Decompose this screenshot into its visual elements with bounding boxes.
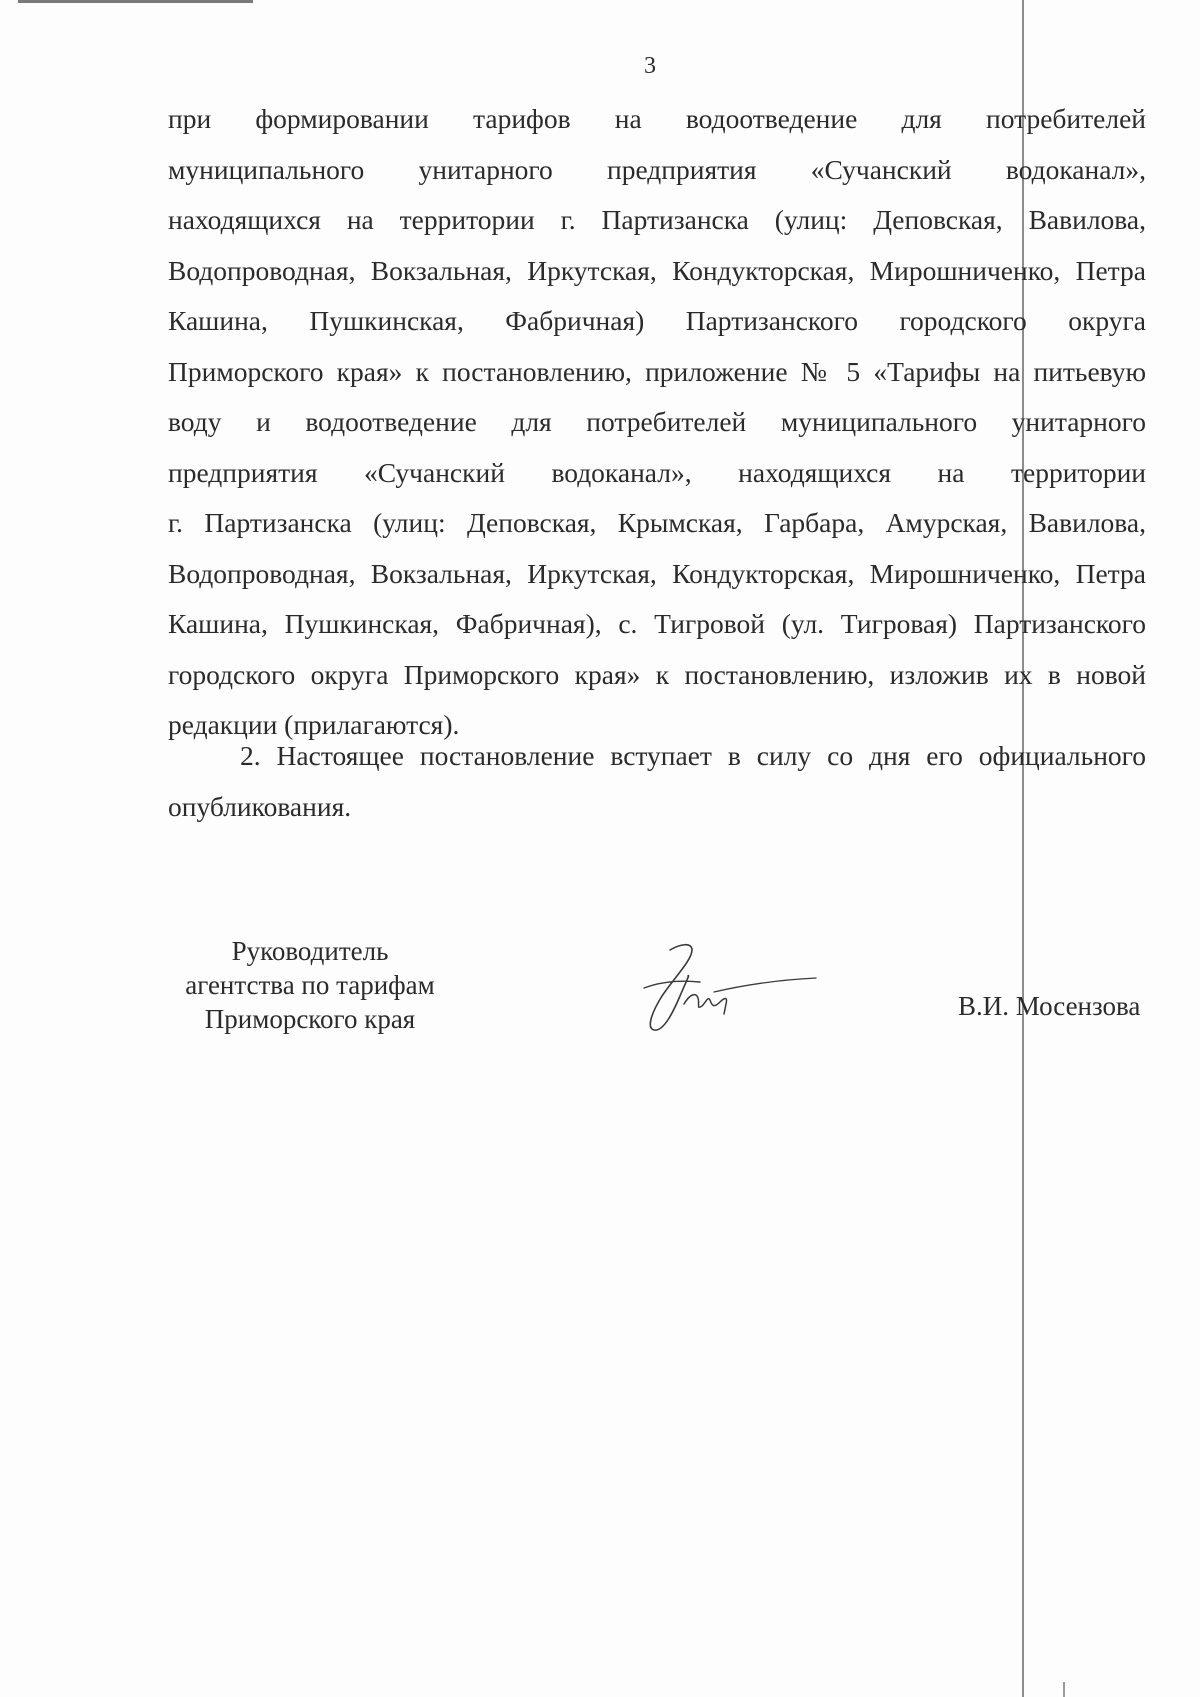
signatory-title-line: Руководитель	[231, 936, 389, 966]
text-line: Приморского края» к постановлению, приложение № 5 «Тарифы на питьевую	[168, 355, 1146, 387]
text-line: опубликования.	[168, 790, 352, 822]
text-line: Кашина, Пушкинская, Фабричная), с. Тигровой (ул. Тигровая) Партизанского	[168, 608, 1146, 639]
text-line: воду и водоотведение для потребителей муниципального унитарного	[168, 406, 1146, 437]
text-line: Водопроводная, Вокзальная, Иркутская, Кондукторская, Мирошниченко, Петра	[168, 254, 1146, 286]
paragraph-1	[168, 94, 1146, 751]
text-line: г. Партизанска (улиц: Деповская, Крымская, Гарбара, Амурская, Вавилова,	[168, 507, 1146, 538]
text-line: городского округа Приморского края» к постановлению, изложив их в новой	[168, 658, 1146, 690]
handwritten-signature	[640, 938, 820, 1034]
text-line: предприятия «Сучанский водоканал», находящихся на территории	[168, 456, 1146, 488]
signatory-title-line: агентства по тарифам	[185, 970, 435, 1000]
scan-edge-mark	[1063, 1682, 1065, 1697]
text-line: находящихся на территории г. Партизанска (улиц: Деповская, Вавилова,	[168, 204, 1146, 235]
text-line: 2. Настоящее постановление вступает в силу со дня его официального	[240, 740, 1146, 771]
paragraph-2	[168, 731, 1146, 832]
scan-edge-mark	[18, 0, 253, 3]
text-line: Кашина, Пушкинская, Фабричная) Партизанского городского округа	[168, 305, 1146, 336]
page-number: 3	[644, 53, 656, 79]
signatory-name: В.И. Мосензова	[958, 991, 1141, 1021]
text-line: Водопроводная, Вокзальная, Иркутская, Кондукторская, Мирошниченко, Петра	[168, 557, 1146, 589]
text-line: при формировании тарифов на водоотведение для потребителей	[168, 103, 1146, 134]
text-line: муниципального унитарного предприятия «Сучанский водоканал»,	[168, 153, 1146, 185]
signatory-title	[160, 934, 460, 1036]
signatory-title-line: Приморского края	[204, 1004, 416, 1034]
text-line: редакции (прилагаются).	[168, 709, 460, 740]
